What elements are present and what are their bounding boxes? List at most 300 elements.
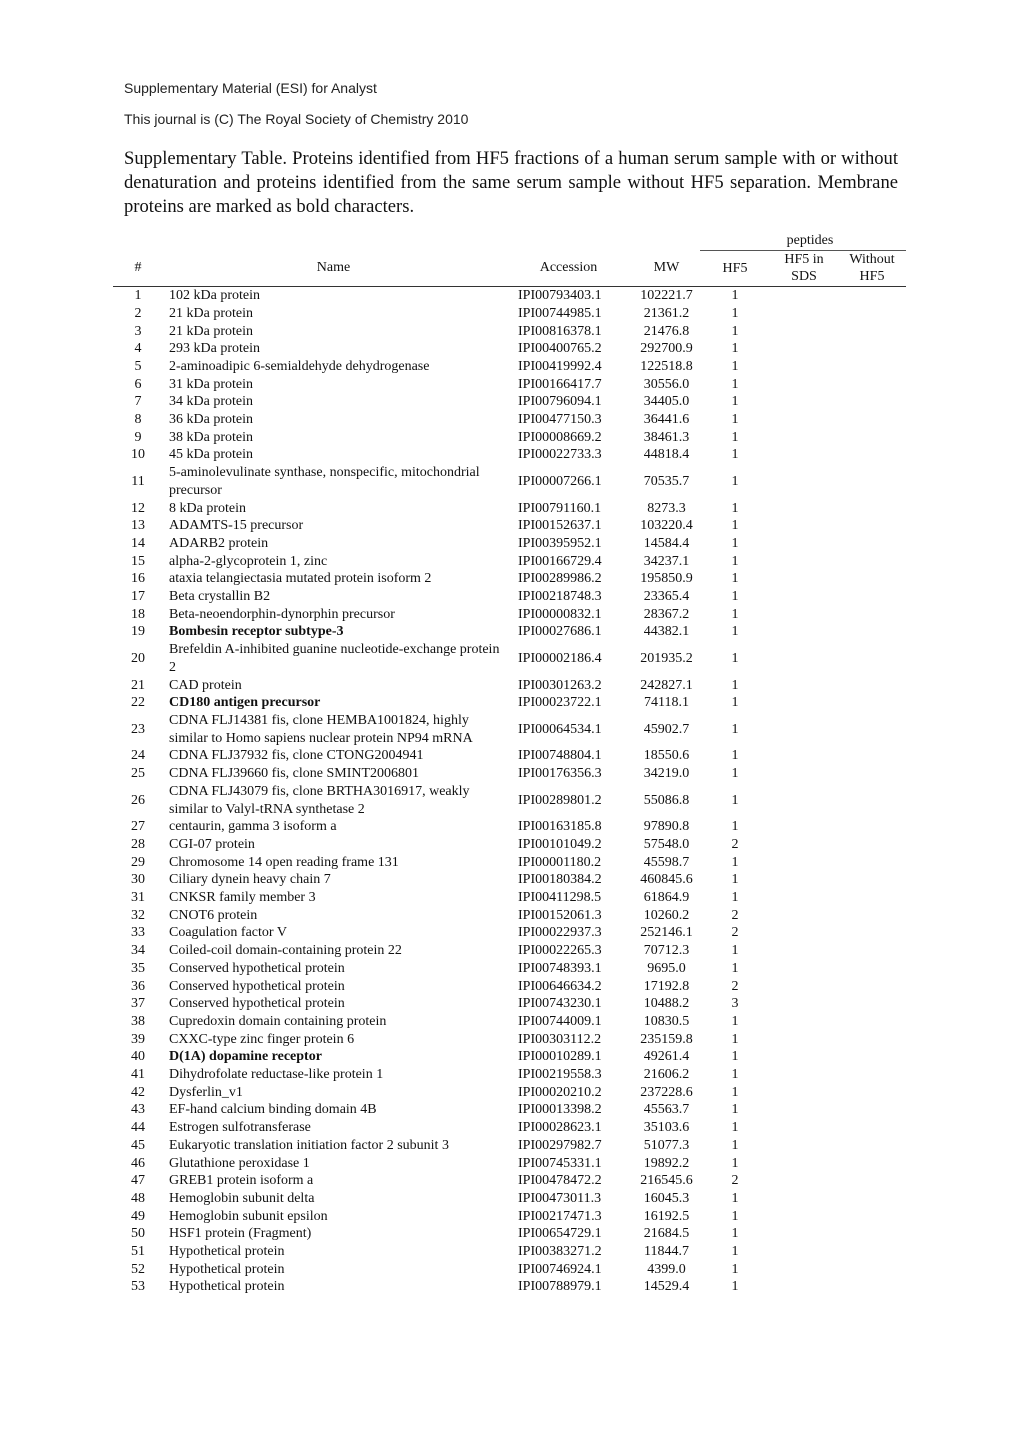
peptides-hf5-in-sds [770, 978, 838, 996]
molecular-weight: 10488.2 [643, 996, 690, 1012]
row-number: 35 [131, 960, 145, 976]
peptides-without-hf5 [838, 1084, 906, 1102]
molecular-weight: 49261.4 [643, 1049, 690, 1065]
peptides-hf5-in-sds [770, 1261, 838, 1279]
peptides-hf5-in-sds [770, 588, 838, 606]
peptides-without-hf5 [838, 553, 906, 571]
row-number: 29 [131, 854, 145, 870]
molecular-weight: 44382.1 [643, 624, 690, 640]
table-row [113, 446, 906, 464]
peptides-hf5-in-sds [770, 1172, 838, 1190]
protein-name: GREB1 protein isoform a [169, 1173, 314, 1189]
protein-name: 21 kDa protein [169, 305, 253, 321]
table-row [113, 641, 906, 676]
protein-name: 34 kDa protein [169, 394, 253, 410]
row-number: 26 [131, 792, 145, 808]
peptides-hf5-in-sds [770, 783, 838, 818]
row-number: 11 [131, 473, 145, 489]
peptides-hf5: 1 [731, 872, 739, 888]
protein-name: CDNA FLJ14381 fis, clone HEMBA1001824, highly similar to Homo sapiens nuclear protein NP94 mRNA [169, 712, 473, 746]
molecular-weight: 19892.2 [643, 1155, 690, 1171]
protein-name: 8 kDa protein [169, 500, 246, 516]
peptides-hf5: 1 [731, 1208, 739, 1224]
accession-id: IPI00219558.3 [518, 1067, 602, 1083]
peptides-hf5: 1 [731, 890, 739, 906]
peptides-hf5: 1 [731, 589, 739, 605]
table-row [113, 889, 906, 907]
peptides-without-hf5 [838, 694, 906, 712]
accession-id: IPI00176356.3 [518, 766, 602, 782]
protein-name: EF-hand calcium binding domain 4B [169, 1102, 377, 1118]
table-row [113, 1261, 906, 1279]
molecular-weight: 237228.6 [640, 1084, 693, 1100]
protein-name: CXXC-type zinc finger protein 6 [169, 1031, 355, 1047]
peptides-without-hf5 [838, 606, 906, 624]
peptides-hf5-in-sds [770, 535, 838, 553]
protein-name: Hemoglobin subunit epsilon [169, 1208, 328, 1224]
peptides-hf5: 1 [731, 960, 739, 976]
peptides-hf5-in-sds [770, 1278, 838, 1296]
protein-name: Conserved hypothetical protein [169, 960, 345, 976]
accession-id: IPI00746924.1 [518, 1261, 602, 1277]
peptides-hf5-in-sds [770, 641, 838, 676]
molecular-weight: 17192.8 [643, 978, 690, 994]
protein-table [113, 232, 906, 1296]
table-row [113, 535, 906, 553]
peptides-hf5: 2 [731, 1173, 739, 1189]
peptides-hf5: 1 [731, 766, 739, 782]
accession-id: IPI00152637.1 [518, 518, 602, 534]
row-number: 34 [131, 943, 145, 959]
table-row [113, 588, 906, 606]
peptides-without-hf5 [838, 1066, 906, 1084]
molecular-weight: 216545.6 [640, 1173, 693, 1189]
molecular-weight: 38461.3 [643, 429, 690, 445]
table-row [113, 1031, 906, 1049]
table-caption: Supplementary Table. Proteins identified from HF5 fractions of a human serum sample with or without denaturation and proteins identified from the same serum sample without HF5 separation. Membrane proteins are marked as bold characters. [124, 148, 898, 217]
row-number: 12 [131, 500, 145, 516]
protein-name: Hemoglobin subunit delta [169, 1190, 315, 1206]
peptides-hf5-in-sds [770, 889, 838, 907]
accession-id: IPI00289986.2 [518, 571, 602, 587]
protein-name: ataxia telangiectasia mutated protein isoform 2 [169, 571, 432, 587]
peptides-without-hf5 [838, 871, 906, 889]
peptides-without-hf5 [838, 1101, 906, 1119]
row-number: 24 [131, 748, 145, 764]
molecular-weight: 21606.2 [643, 1067, 690, 1083]
table-row [113, 942, 906, 960]
protein-name: alpha-2-glycoprotein 1, zinc [169, 553, 328, 569]
molecular-weight: 34405.0 [643, 394, 690, 410]
peptides-hf5-in-sds [770, 376, 838, 394]
accession-id: IPI00218748.3 [518, 589, 602, 605]
peptides-hf5: 1 [731, 721, 739, 737]
col-header-without-hf5 [838, 250, 906, 286]
peptides-hf5-in-sds [770, 411, 838, 429]
peptides-hf5-in-sds [770, 623, 838, 641]
accession-id: IPI00002186.4 [518, 651, 602, 667]
peptides-hf5-in-sds [770, 429, 838, 447]
table-row [113, 712, 906, 747]
accession-id: IPI00743230.1 [518, 996, 602, 1012]
table-row [113, 1243, 906, 1261]
accession-id: IPI00411298.5 [518, 890, 602, 906]
peptides-without-hf5 [838, 588, 906, 606]
table-row [113, 677, 906, 695]
peptides-hf5-in-sds [770, 924, 838, 942]
col-header-hf5-in-sds-line1: HF5 in [784, 251, 824, 267]
accession-id: IPI00646634.2 [518, 978, 602, 994]
peptides-without-hf5 [838, 535, 906, 553]
peptides-hf5-in-sds [770, 464, 838, 499]
peptides-hf5: 1 [731, 1226, 739, 1242]
peptides-hf5-in-sds [770, 1208, 838, 1226]
accession-id: IPI00748804.1 [518, 748, 602, 764]
molecular-weight: 16045.3 [643, 1190, 690, 1206]
peptides-hf5: 1 [731, 518, 739, 534]
peptides-without-hf5 [838, 978, 906, 996]
peptides-hf5-in-sds [770, 570, 838, 588]
accession-id: IPI00166729.4 [518, 553, 602, 569]
peptides-without-hf5 [838, 305, 906, 323]
molecular-weight: 9695.0 [647, 960, 686, 976]
protein-name: 45 kDa protein [169, 447, 253, 463]
peptides-hf5: 1 [731, 305, 739, 321]
peptides-hf5-in-sds [770, 1013, 838, 1031]
molecular-weight: 35103.6 [643, 1120, 690, 1136]
accession-id: IPI00166417.7 [518, 376, 602, 392]
peptides-without-hf5 [838, 765, 906, 783]
row-number: 23 [131, 721, 145, 737]
accession-id: IPI00217471.3 [518, 1208, 602, 1224]
protein-name: Coagulation factor V [169, 925, 287, 941]
peptides-without-hf5 [838, 907, 906, 925]
peptides-without-hf5 [838, 323, 906, 341]
molecular-weight: 61864.9 [643, 890, 690, 906]
table-row [113, 393, 906, 411]
protein-name: ADARB2 protein [169, 535, 269, 551]
peptides-without-hf5 [838, 836, 906, 854]
peptides-hf5: 1 [731, 854, 739, 870]
peptides-hf5-in-sds [770, 1101, 838, 1119]
accession-id: IPI00816378.1 [518, 323, 602, 339]
row-number: 38 [131, 1013, 145, 1029]
molecular-weight: 242827.1 [640, 677, 693, 693]
molecular-weight: 14529.4 [643, 1279, 690, 1295]
peptides-hf5-in-sds [770, 765, 838, 783]
molecular-weight: 4399.0 [647, 1261, 686, 1277]
molecular-weight: 36441.6 [643, 412, 690, 428]
protein-name: Ciliary dynein heavy chain 7 [169, 872, 331, 888]
peptides-without-hf5 [838, 570, 906, 588]
peptides-hf5: 1 [731, 792, 739, 808]
molecular-weight: 14584.4 [643, 535, 690, 551]
peptides-hf5-in-sds [770, 1048, 838, 1066]
row-number: 43 [131, 1102, 145, 1118]
protein-name: CAD protein [169, 677, 242, 693]
col-header-mw: MW [633, 250, 700, 286]
protein-name: 36 kDa protein [169, 412, 253, 428]
table-row [113, 1048, 906, 1066]
col-header-name: Name [163, 250, 504, 286]
peptides-hf5-in-sds [770, 960, 838, 978]
peptides-hf5: 1 [731, 651, 739, 667]
table-row [113, 960, 906, 978]
row-number: 41 [131, 1067, 145, 1083]
accession-id: IPI00477150.3 [518, 412, 602, 428]
peptides-hf5: 1 [731, 358, 739, 374]
molecular-weight: 55086.8 [643, 792, 690, 808]
row-number: 31 [131, 890, 145, 906]
row-number: 33 [131, 925, 145, 941]
row-number: 53 [131, 1279, 145, 1295]
row-number: 28 [131, 836, 145, 852]
peptides-without-hf5 [838, 376, 906, 394]
table-row [113, 376, 906, 394]
accession-id: IPI00007266.1 [518, 473, 602, 489]
molecular-weight: 34219.0 [643, 766, 690, 782]
accession-id: IPI00791160.1 [518, 500, 602, 516]
peptides-hf5: 1 [731, 677, 739, 693]
table-row [113, 429, 906, 447]
peptides-hf5-in-sds [770, 854, 838, 872]
peptides-without-hf5 [838, 854, 906, 872]
col-header-num: # [113, 250, 163, 286]
peptides-without-hf5 [838, 623, 906, 641]
peptides-hf5: 1 [731, 1279, 739, 1295]
peptides-without-hf5 [838, 747, 906, 765]
table-row [113, 623, 906, 641]
protein-name: Estrogen sulfotransferase [169, 1120, 311, 1136]
molecular-weight: 10260.2 [643, 907, 690, 923]
peptides-without-hf5 [838, 818, 906, 836]
molecular-weight: 74118.1 [644, 695, 689, 711]
molecular-weight: 23365.4 [643, 589, 690, 605]
accession-id: IPI00788979.1 [518, 1279, 602, 1295]
protein-name: HSF1 protein (Fragment) [169, 1226, 312, 1242]
molecular-weight: 103220.4 [640, 518, 693, 534]
protein-name: CDNA FLJ39660 fis, clone SMINT2006801 [169, 766, 420, 782]
row-number: 7 [134, 394, 142, 410]
table-row [113, 1066, 906, 1084]
peptides-hf5: 1 [731, 500, 739, 516]
peptides-without-hf5 [838, 641, 906, 676]
molecular-weight: 57548.0 [643, 836, 690, 852]
protein-name: CDNA FLJ43079 fis, clone BRTHA3016917, weakly similar to Valyl-tRNA synthetase 2 [169, 783, 470, 817]
protein-name: Chromosome 14 open reading frame 131 [169, 854, 399, 870]
peptides-hf5-in-sds [770, 606, 838, 624]
accession-id: IPI00027686.1 [518, 624, 602, 640]
peptides-hf5: 1 [731, 1261, 739, 1277]
protein-name: 2-aminoadipic 6-semialdehyde dehydrogenase [169, 358, 430, 374]
molecular-weight: 45598.7 [643, 854, 690, 870]
table-row [113, 358, 906, 376]
table-row [113, 854, 906, 872]
accession-id: IPI00301263.2 [518, 677, 602, 693]
table-row [113, 1225, 906, 1243]
row-number: 14 [131, 535, 145, 551]
molecular-weight: 45902.7 [643, 721, 690, 737]
row-number: 3 [134, 323, 142, 339]
molecular-weight: 45563.7 [643, 1102, 690, 1118]
accession-id: IPI00748393.1 [518, 960, 602, 976]
table-row [113, 1084, 906, 1102]
table-row [113, 783, 906, 818]
accession-id: IPI00022733.3 [518, 447, 602, 463]
molecular-weight: 44818.4 [643, 447, 690, 463]
peptides-hf5: 3 [731, 996, 739, 1012]
row-number: 49 [131, 1208, 145, 1224]
peptides-hf5-in-sds [770, 358, 838, 376]
protein-name: Conserved hypothetical protein [169, 978, 345, 994]
peptides-hf5-in-sds [770, 393, 838, 411]
peptides-hf5: 1 [731, 571, 739, 587]
row-number: 52 [131, 1261, 145, 1277]
protein-name: D(1A) dopamine receptor [169, 1049, 322, 1065]
peptides-without-hf5 [838, 712, 906, 747]
row-number: 9 [134, 429, 142, 445]
peptides-hf5: 1 [731, 1102, 739, 1118]
peptides-hf5-in-sds [770, 871, 838, 889]
peptides-hf5: 1 [731, 429, 739, 445]
col-header-without-hf5-line2: HF5 [859, 269, 885, 285]
peptides-without-hf5 [838, 1155, 906, 1173]
peptides-hf5: 2 [731, 836, 739, 852]
table-row [113, 287, 906, 305]
molecular-weight: 252146.1 [640, 925, 693, 941]
peptides-without-hf5 [838, 677, 906, 695]
peptides-hf5-in-sds [770, 517, 838, 535]
row-number: 1 [134, 288, 142, 304]
accession-id: IPI00022265.3 [518, 943, 602, 959]
peptides-without-hf5 [838, 446, 906, 464]
protein-name: CDNA FLJ37932 fis, clone CTONG2004941 [169, 748, 424, 764]
molecular-weight: 28367.2 [643, 606, 690, 622]
peptides-without-hf5 [838, 1278, 906, 1296]
peptides-hf5-in-sds [770, 942, 838, 960]
peptides-hf5: 1 [731, 624, 739, 640]
table-row [113, 765, 906, 783]
table-row [113, 553, 906, 571]
row-number: 21 [131, 677, 145, 693]
molecular-weight: 97890.8 [643, 819, 690, 835]
peptides-hf5: 2 [731, 978, 739, 994]
peptides-hf5-in-sds [770, 1155, 838, 1173]
row-number: 25 [131, 766, 145, 782]
protein-name: Dysferlin_v1 [169, 1084, 243, 1100]
peptides-hf5-in-sds [770, 677, 838, 695]
row-number: 2 [134, 305, 142, 321]
protein-name: ADAMTS-15 precursor [169, 518, 304, 534]
peptides-without-hf5 [838, 1119, 906, 1137]
accession-id: IPI00008669.2 [518, 429, 602, 445]
peptides-hf5: 1 [731, 288, 739, 304]
accession-id: IPI00473011.3 [518, 1190, 602, 1206]
peptides-hf5-in-sds [770, 747, 838, 765]
peptides-hf5-in-sds [770, 287, 838, 305]
table-row [113, 818, 906, 836]
peptides-hf5-in-sds [770, 907, 838, 925]
col-header-hf5-in-sds-line2: SDS [791, 269, 817, 285]
table-row [113, 1208, 906, 1226]
col-header-without-hf5-line1: Without [849, 251, 895, 267]
row-number: 17 [131, 589, 145, 605]
peptides-without-hf5 [838, 1172, 906, 1190]
accession-id: IPI00395952.1 [518, 535, 602, 551]
row-number: 6 [134, 376, 142, 392]
peptides-hf5: 2 [731, 907, 739, 923]
peptides-hf5-in-sds [770, 1225, 838, 1243]
protein-name: 38 kDa protein [169, 429, 253, 445]
peptides-hf5: 1 [731, 323, 739, 339]
table-row [113, 747, 906, 765]
table-row [113, 411, 906, 429]
accession-id: IPI00478472.2 [518, 1173, 602, 1189]
row-number: 40 [131, 1049, 145, 1065]
protein-name: Coiled-coil domain-containing protein 22 [169, 943, 402, 959]
row-number: 10 [131, 447, 145, 463]
protein-name: Dihydrofolate reductase-like protein 1 [169, 1067, 384, 1083]
peptides-hf5-in-sds [770, 446, 838, 464]
peptides-without-hf5 [838, 960, 906, 978]
accession-id: IPI00180384.2 [518, 872, 602, 888]
accession-id: IPI00400765.2 [518, 341, 602, 357]
peptides-without-hf5 [838, 1190, 906, 1208]
accession-id: IPI00303112.2 [518, 1031, 602, 1047]
row-number: 8 [134, 412, 142, 428]
row-number: 5 [134, 358, 142, 374]
table-row [113, 978, 906, 996]
peptides-without-hf5 [838, 358, 906, 376]
protein-name: Beta-neoendorphin-dynorphin precursor [169, 606, 395, 622]
peptides-hf5: 1 [731, 1049, 739, 1065]
protein-name: Glutathione peroxidase 1 [169, 1155, 310, 1171]
table-row [113, 606, 906, 624]
peptides-without-hf5 [838, 1048, 906, 1066]
row-number: 32 [131, 907, 145, 923]
peptides-hf5: 1 [731, 553, 739, 569]
row-number: 4 [134, 341, 142, 357]
accession-id: IPI00419992.4 [518, 358, 602, 374]
protein-name: 21 kDa protein [169, 323, 253, 339]
table-header [113, 232, 906, 287]
protein-name: Bombesin receptor subtype-3 [169, 624, 344, 640]
peptides-without-hf5 [838, 783, 906, 818]
accession-id: IPI00796094.1 [518, 394, 602, 410]
peptides-hf5: 1 [731, 819, 739, 835]
accession-id: IPI00163185.8 [518, 819, 602, 835]
accession-id: IPI00654729.1 [518, 1226, 602, 1242]
table-row [113, 871, 906, 889]
row-number: 50 [131, 1226, 145, 1242]
peptides-hf5: 1 [731, 535, 739, 551]
table-row [113, 924, 906, 942]
table-row [113, 1155, 906, 1173]
peptides-without-hf5 [838, 1261, 906, 1279]
peptides-hf5-in-sds [770, 1243, 838, 1261]
molecular-weight: 30556.0 [643, 376, 690, 392]
peptides-without-hf5 [838, 1225, 906, 1243]
molecular-weight: 201935.2 [640, 651, 693, 667]
protein-name: Conserved hypothetical protein [169, 996, 345, 1012]
peptides-hf5-in-sds [770, 1119, 838, 1137]
row-number: 27 [131, 819, 145, 835]
peptides-hf5-in-sds [770, 712, 838, 747]
peptides-without-hf5 [838, 1137, 906, 1155]
row-number: 19 [131, 624, 145, 640]
molecular-weight: 122518.8 [640, 358, 693, 374]
accession-id: IPI00744985.1 [518, 305, 602, 321]
